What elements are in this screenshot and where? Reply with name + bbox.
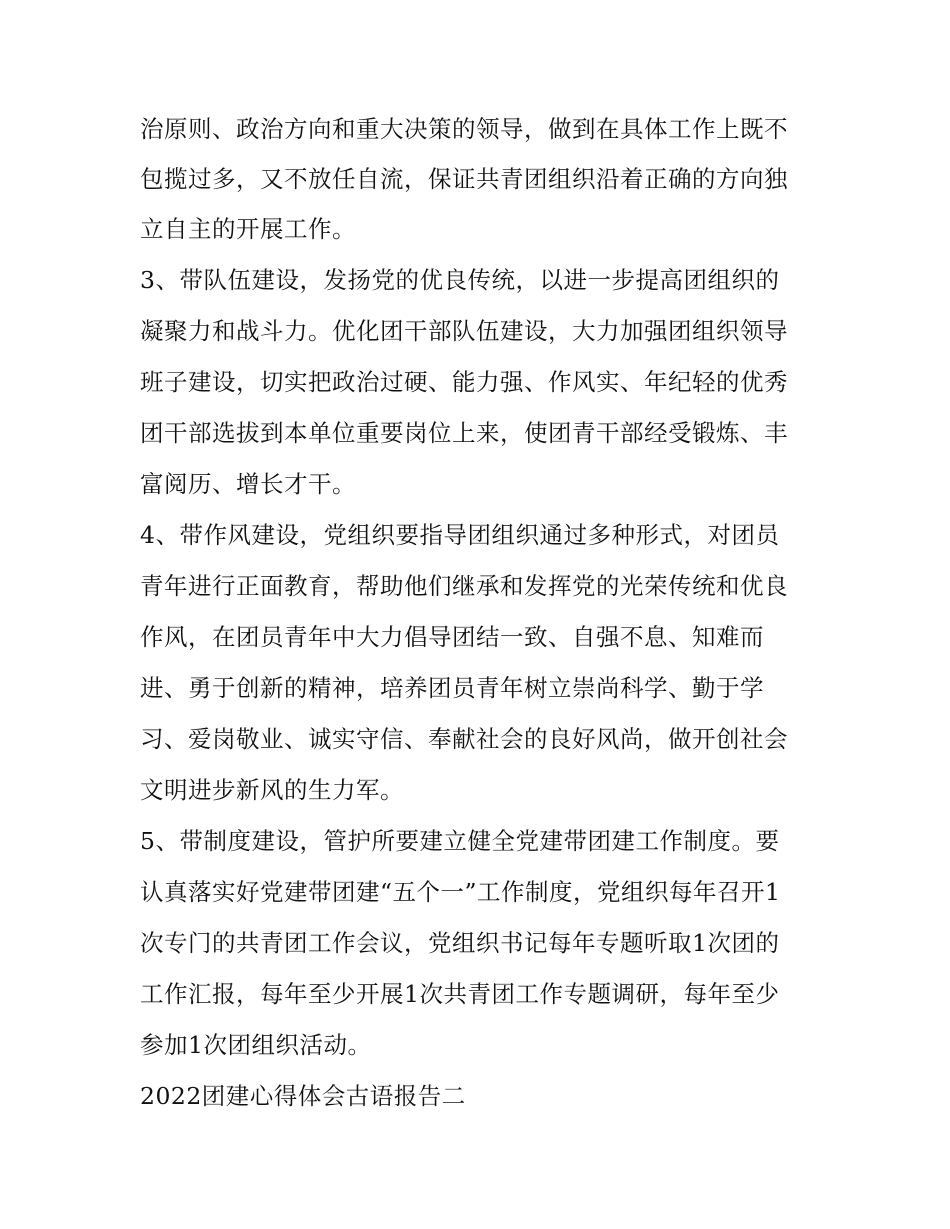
- text-line: 凝聚力和战斗力。优化团干部队伍建设，大力加强团组织领导: [140, 317, 788, 345]
- text-line: 文明进步新风的生力军。: [140, 776, 404, 804]
- text-line: 立自主的开展工作。: [140, 215, 356, 243]
- text-line: 5、带制度建设，管护所要建立健全党建带团建工作制度。要: [140, 827, 780, 855]
- text-line: 工作汇报，每年至少开展1次共青团工作专题调研，每年至少: [140, 980, 780, 1008]
- text-line: 认真落实好党建带团建“五个一”工作制度，党组织每年召开1: [140, 878, 781, 906]
- text-line: 参加1次团组织活动。: [140, 1031, 372, 1059]
- text-line: 青年进行正面教育，帮助他们继承和发挥党的光荣传统和优良: [140, 572, 788, 600]
- text-line: 富阅历、增长才干。: [140, 470, 356, 498]
- text-line: 次专门的共青团工作会议，党组织书记每年专题听取1次团的: [140, 929, 780, 957]
- text-line: 团干部选拔到本单位重要岗位上来，使团青干部经受锻炼、丰: [140, 419, 788, 447]
- text-line: 3、带队伍建设，发扬党的优良传统，以进一步提高团组织的: [140, 266, 780, 294]
- text-line: 包揽过多，又不放任自流，保证共青团组织沿着正确的方向独: [140, 165, 788, 193]
- text-line: 习、爱岗敬业、诚实守信、奉献社会的良好风尚，做开创社会: [140, 725, 788, 753]
- text-line: 进、勇于创新的精神，培养团员青年树立崇尚科学、勤于学: [140, 674, 764, 702]
- text-line: 作风，在团员青年中大力倡导团结一致、自强不息、知难而: [140, 623, 764, 651]
- section-heading: 2022团建心得体会古语报告二: [140, 1082, 466, 1110]
- text-line: 4、带作风建设，党组织要指导团组织通过多种形式，对团员: [140, 521, 780, 549]
- text-line: 班子建设，切实把政治过硬、能力强、作风实、年纪轻的优秀: [140, 368, 788, 396]
- text-line: 治原则、政治方向和重大决策的领导，做到在具体工作上既不: [140, 115, 788, 143]
